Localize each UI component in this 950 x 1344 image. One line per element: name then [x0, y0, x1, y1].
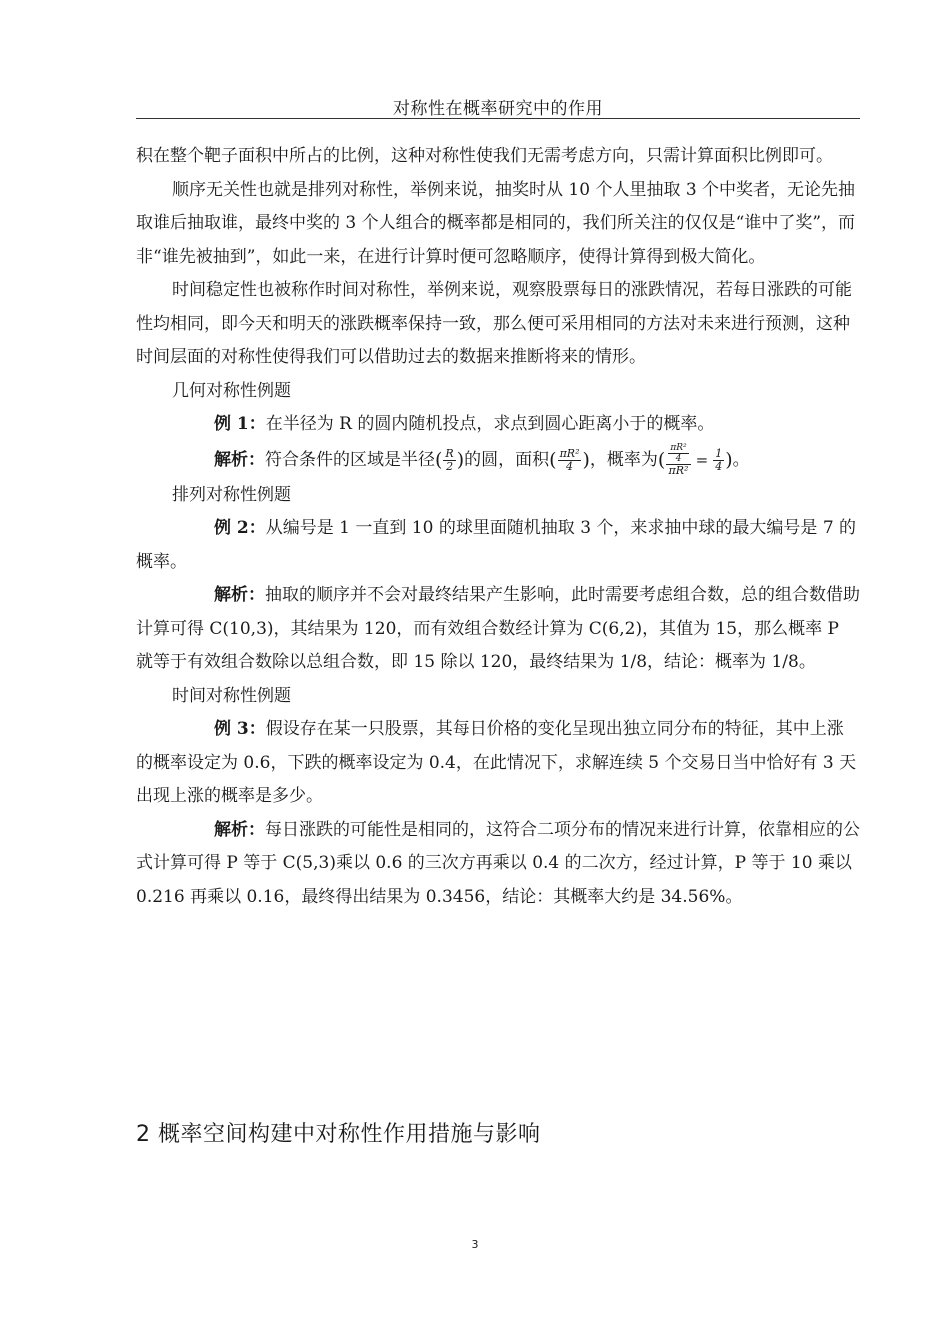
page-number: 3 [471, 1238, 479, 1251]
example-2-analysis-label: 解析： [214, 585, 265, 605]
example-1-text: 在半径为 R 的圆内随机投点，求点到圆心距离小于的概率。 [265, 414, 715, 434]
paragraph-permutation-symmetry: 顺序无关性也就是排列对称性，举例来说，抽奖时从 10 个人里抽取 3 个中奖者，无论先抽取谁后抽取谁，最终中奖的 3 个人组合的概率都是相同的，我们所关注的仅仅是“谁中了奖”，而非“谁先被抽到”，如此一来，在进行计算时便可忽略顺序，使得计算得到极大简化。 [136, 179, 856, 267]
example-2-analysis [136, 579, 860, 680]
example-3-analysis [136, 814, 860, 915]
analysis-text-1: 符合条件的区域是半径 [265, 449, 435, 470]
header-rule [136, 118, 860, 119]
fraction-area: $\frac{\text{πR²}}{4}$ [559, 446, 580, 473]
equals-sign: = [695, 450, 709, 469]
example-3-analysis-label: 解析： [214, 819, 265, 840]
example-1-analysis-label: 解析： [214, 449, 265, 470]
running-header: 对称性在概率研究中的作用 [393, 99, 603, 119]
paragraph-area-ratio: 积在整个靶子面积中所占的比例，这种对称性使我们无需考虑方向，只需计算面积比例即可。 [136, 146, 833, 166]
section-heading: 2 概率空间构建中对称性作用措施与影响 [136, 1122, 541, 1147]
example-1-label: 例 1： [214, 414, 266, 434]
body-content [136, 140, 860, 914]
heading-time-examples: 时间对称性例题 [172, 685, 291, 706]
example-1-analysis: 解析：符合条件的区域是半径( $\frac{R}{2}$ )的圆，面积( $\frac{\text{πR²}}{4}$ )，概率为( $\frac{\frac{\text{πR²}}{4}}{\text{πR²}}$ = $\frac{1}{4}$ )。 [214, 443, 750, 477]
paragraph-time-symmetry: 时间稳定性也被称作时间对称性，举例来说，观察股票每日的涨跌情况，若每日涨跌的可能性均相同，即今天和明天的涨跌概率保持一致，那么便可采用相同的方法对未来进行预测，这种时间层面的对称性使得我们可以借助过去的数据来推断将来的情形。 [136, 280, 852, 367]
fraction-probability: $\frac{\frac{\text{πR²}}{4}}{\text{πR²}}$ [666, 443, 690, 477]
example-2-analysis-text: 抽取的顺序并不会对最终结果产生影响，此时需要考虑组合数，总的组合数借助计算可得 C(10,3)，其结果为 120，而有效组合数经计算为 C(6,2)，其值为 15，那么概率 P 就等于有效组合数除以总组合数，即 15 除以 120，最终结果为 1/8，结论：概率为 1/8。 [136, 585, 860, 672]
analysis-text-2: 的圆，面积 [464, 449, 550, 470]
example-3-text: 假设存在某一只股票，其每日价格的变化呈现出独立同分布的特征，其中上涨的概率设定为 0.6，下跌的概率设定为 0.4，在此情况下，求解连续 5 个交易日当中恰好有 3 天出现上涨的概率是多少。 [136, 719, 857, 806]
example-3-analysis-text: 每日涨跌的可能性是相同的，这符合二项分布的情况来进行计算，依靠相应的公式计算可得 P 等于 C(5,3)乘以 0.6 的三次方再乘以 0.4 的二次方，经过计算，P 等于 10 乘以 0.216 再乘以 0.16，最终得出结果为 0.3456，结论：其概率大约是 34.56%。 [136, 819, 860, 907]
heading-permutation-examples: 排列对称性例题 [172, 484, 291, 505]
example-2-text: 从编号是 1 一直到 10 的球里面随机抽取 3 个，来求抽中球的最大编号是 7 的概率。 [136, 518, 857, 572]
example-1 [136, 408, 860, 442]
fraction-half-radius: $\frac{R}{2}$ [445, 446, 454, 473]
example-3-label: 例 3： [214, 719, 266, 739]
analysis-text-3: ，概率为 [589, 449, 658, 470]
example-2 [136, 512, 860, 579]
fraction-result: $\frac{1}{4}$ [715, 446, 723, 473]
heading-geometry-examples: 几何对称性例题 [172, 380, 291, 401]
example-2-label: 例 2： [214, 518, 266, 538]
example-3 [136, 713, 860, 814]
